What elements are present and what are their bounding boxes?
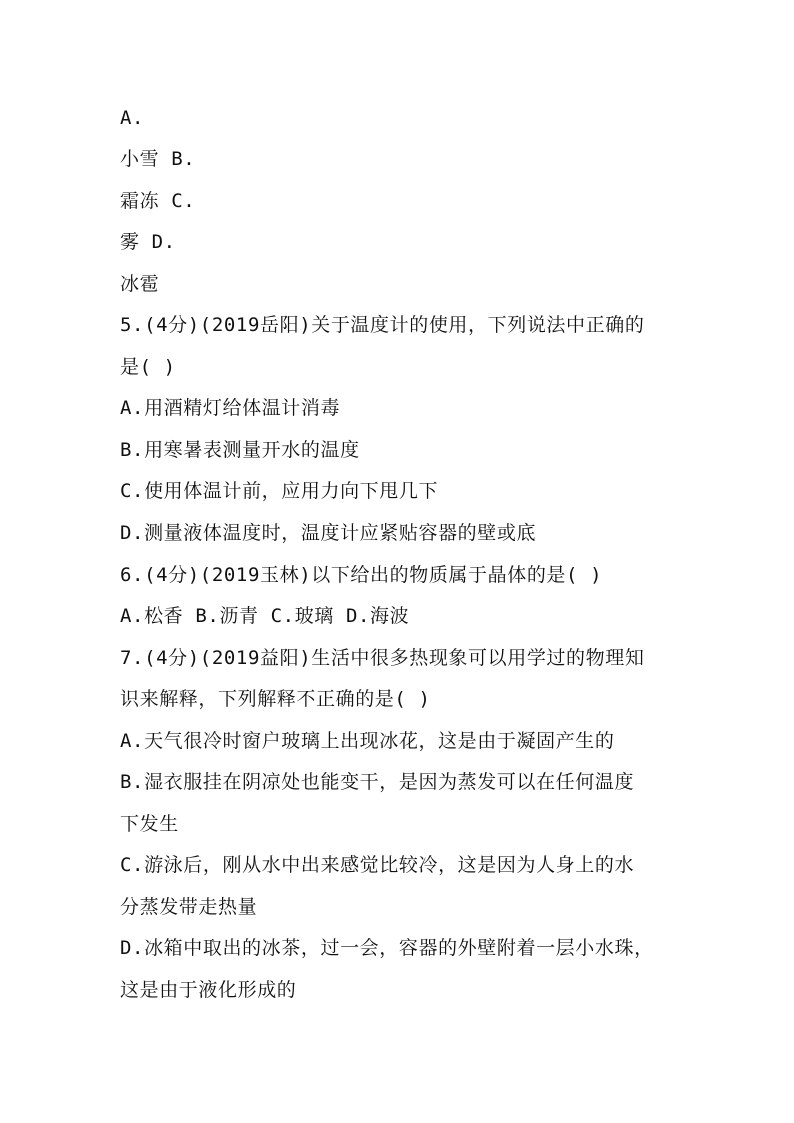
question-5-option-b: B.用寒暑表测量开水的温度 xyxy=(120,439,360,461)
question-5-option-c: C.使用体温计前，应用力向下甩几下 xyxy=(120,480,439,502)
question-7-option-a: A.天气很冷时窗户玻璃上出现冰花，这是由于凝固产生的 xyxy=(120,730,615,752)
question-7-stem-cont: 识来解释，下列解释不正确的是( ) xyxy=(120,688,431,710)
question-7-option-c-cont: 分蒸发带走热量 xyxy=(120,896,258,918)
question-7-option-c: C.游泳后，刚从水中出来感觉比较冷，这是因为人身上的水 xyxy=(120,854,635,876)
question-6-stem: 6.(4分)(2019玉林)以下给出的物质属于晶体的是( ) xyxy=(120,564,603,586)
question-7-option-b-cont: 下发生 xyxy=(120,813,179,835)
question-6-options: A.松香 B.沥青 C.玻璃 D.海波 xyxy=(120,605,410,627)
question-5-option-d: D.测量液体温度时，温度计应紧贴容器的壁或底 xyxy=(120,522,537,544)
question-5-stem-cont: 是( ) xyxy=(120,356,176,378)
option-d-line: 雾 D. xyxy=(120,231,176,253)
question-7-option-b: B.湿衣服挂在阴凉处也能变干，是因为蒸发可以在任何温度 xyxy=(120,771,635,793)
question-7-option-d: D.冰箱中取出的冰茶，过一会，容器的外壁附着一层小水珠， xyxy=(120,937,654,959)
question-7-option-d-cont: 这是由于液化形成的 xyxy=(120,979,297,1001)
option-c-line: 霜冻 C. xyxy=(120,190,196,212)
option-a-line: A. xyxy=(120,107,145,129)
question-5-stem: 5.(4分)(2019岳阳)关于温度计的使用，下列说法中正确的 xyxy=(120,314,645,336)
option-d-text: 冰雹 xyxy=(120,273,160,295)
question-7-stem: 7.(4分)(2019益阳)生活中很多热现象可以用学过的物理知 xyxy=(120,647,645,669)
option-b-line: 小雪 B. xyxy=(120,148,196,170)
question-5-option-a: A.用酒精灯给体温计消毒 xyxy=(120,397,341,419)
